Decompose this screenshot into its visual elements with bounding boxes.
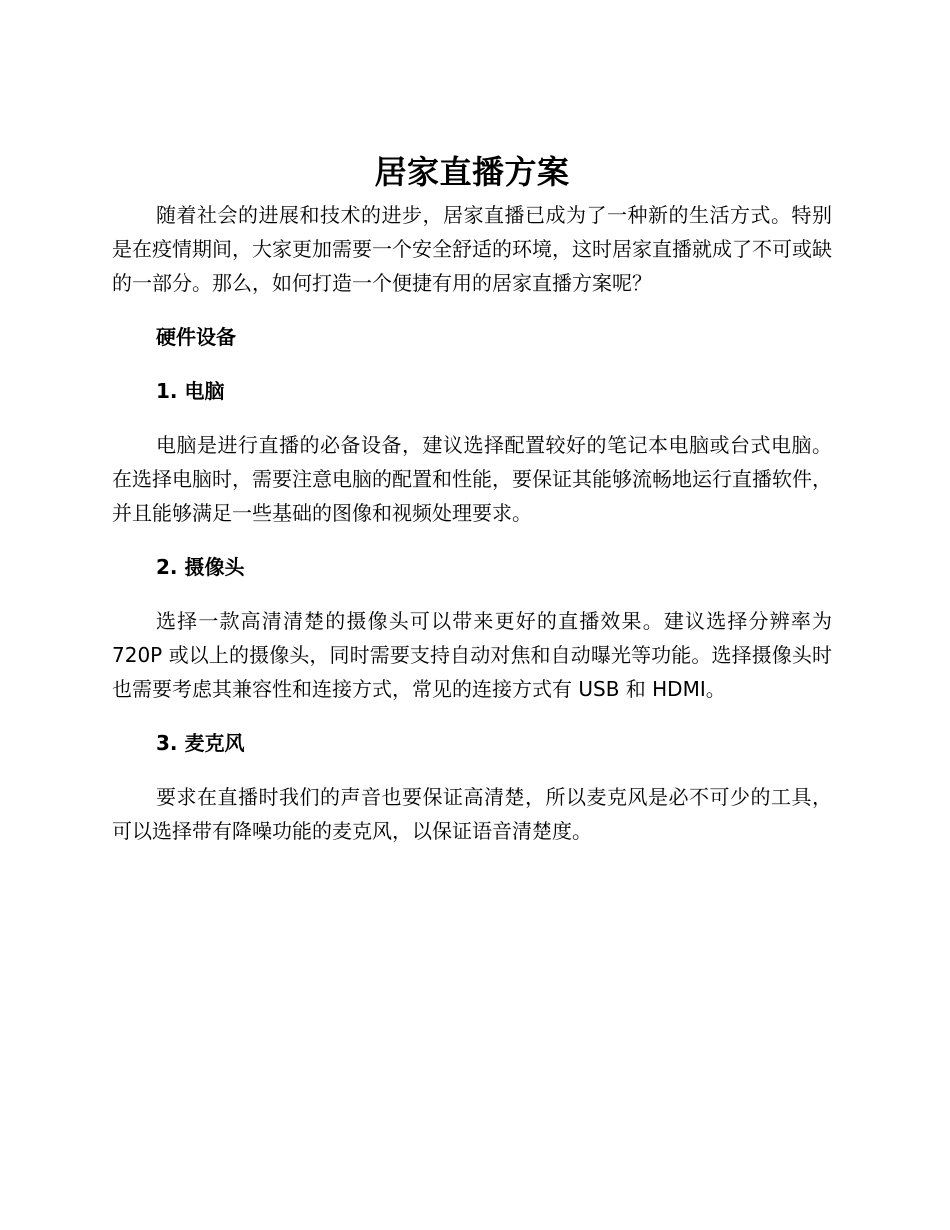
intro-paragraph: 随着社会的进展和技术的进步，居家直播已成为了一种新的生活方式。特别是在疫情期间，大家更加需要一个安全舒适的环境，这时居家直播就成了不可或缺的一部分。那么，如何打造一个便捷有用的居家直播方案呢？ bbox=[112, 203, 832, 295]
item-body-camera: 选择一款高清清楚的摄像头可以带来更好的直播效果。建议选择分辨率为 720P 或以上的摄像头，同时需要支持自动对焦和自动曝光等功能。选择摄像头时也需要考虑其兼容性和连接方式，常见的连接方式有 USB 和 HDMI。 bbox=[112, 609, 832, 701]
section-heading-hardware: 硬件设备 bbox=[156, 325, 236, 349]
item-body-computer: 电脑是进行直播的必备设备，建议选择配置较好的笔记本电脑或台式电脑。在选择电脑时，需要注意电脑的配置和性能，要保证其能够流畅地运行直播软件，并且能够满足一些基础的图像和视频处理要求。 bbox=[112, 433, 832, 525]
item-heading-computer: 1. 电脑 bbox=[156, 379, 225, 403]
item-heading-camera: 2. 摄像头 bbox=[156, 555, 245, 579]
item-heading-microphone: 3. 麦克风 bbox=[156, 731, 245, 755]
item-body-microphone: 要求在直播时我们的声音也要保证高清楚，所以麦克风是必不可少的工具，可以选择带有降噪功能的麦克风，以保证语音清楚度。 bbox=[112, 785, 832, 843]
document-title: 居家直播方案 bbox=[374, 153, 570, 191]
